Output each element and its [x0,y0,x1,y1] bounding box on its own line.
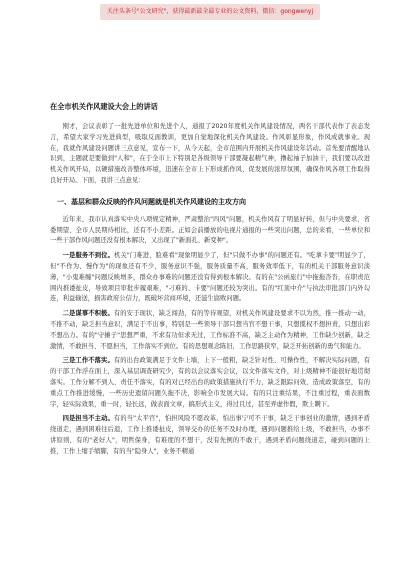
document-title: 在全市机关作风建设大会上的讲话 [50,102,158,111]
point-text: 有的出台政策满足于文件上墙，上下一般粗，缺乏针对性、可操作性，不解决实际问题，有的干部工作浮在面上，深入基层调查研究少，有的以会议落实会议，以文件落实文件，对上级精神不能很好地贯彻落实。工作分解不到人、责任不落实，有的对已经出台的政策措施执行不力，缺乏跟踪问效，造成政策落空，有的重点工作推进缓慢，一些历史遗留问题久拖不决，影响全市发展大局。有的只注重结果，不注重过程，重表面数字，轻实际效果，重一时，轻长远，做表面文章，搞形式主义，得过且过，甚至弄虚作假，欺上瞒下。 [50,357,371,408]
point-text: 机关"门难进、脸难看"现象明显少了，但"只做不办事"的问题还有。"吃拿卡要"明显少了，但"不作为、慢作为"的现象还有不少，服务意识不强，服务质量不高，服务效率低下，有的机关干部服务意识淡薄，"小鬼难缠"问题反映增多，群众办事难的问题还没有得到根本解决。有的在"公函旅行"中拖拖沓沓，在职责范围内推诿扯皮，导致项目审批步履艰难，"刁难的、卡要"问题还较为突出。有的"红顶中介"与执法审批部门内外勾连，利益输送，损害政府公信力，既破坏营商环境，还滋生腐败问题。 [50,252,371,303]
section-paragraph: 近年来，我市认真落实中央八项规定精神，严肃整治"四风"问题，机关作风有了明显好转，但与中央要求、省委期望、全市人民期待相比，还有不小差距。正如会前播放的电视片通报的一些突出问题，总的来看，一些单位和一些干部作风问题还没有根本解决，又出现了"新面孔、新变种"。 [50,215,370,245]
point-text: 有的当"太平官"，怕担风险不愿改革，怕出事宁可不干事，缺乏干事创业的激情，遇到矛盾绕道走，遇到困难往后退，工作上推诿扯皮，领导交办的任务不及时办理，遇到问题推给上级，不敢担当，办事不讲原则，有的"老好人"，明哲保身，有难度的不想干，没有先例的不敢干，遇到矛盾问题绕道走，碰到问题的上推，工作上缩手缩脚，有的当"隐身人"，业务不精通 [50,415,371,455]
section-heading: 一、基层和群众反映的作风问题就是机关作风建设的主攻方向 [57,197,246,206]
point-text: 有的安于现状，缺乏闯劲，有的等待观望，对机关作风建设要求不以为然，推一推动一动，不推不动，缺乏担当意识，满足于不出事，特别是一些领导干部只想当官不想干事，只想揽权不想担责，只想出彩不想出力。有的"守摊子"思想严重，不求有功但求无过，工作标准不高，缺乏主动作为精神，工作缺少创新，缺乏激情，不敢担当、不愿担当，工作落实不到位。有的思想观念陈旧，工作思路狭窄，缺乏开拓创新的勇气和能力。 [50,310,371,350]
point-lead: 一是服务不到位。 [62,252,115,260]
point-lead: 二是谋事不积极。 [62,310,114,318]
point-lead: 三是工作不落实。 [62,357,114,365]
point-paragraph-2 [50,309,370,352]
promo-banner: 关注头条号"公文研究"，获得最新最全最专业的公文资料，微信：gongwenyj [100,4,320,20]
intro-paragraph: 刚才，会议表彰了一批先进单位和先进个人，通报了2020年度机关作风建设情况，两名干部代表作了表态发言，希望大家学习先进典型，吸取反面教训，更加自觉地深化机关作风建设。作风彰显形象，作风成就事业。现在，我就作风建设问题讲三点意见，宣布一下，从今天起，全市范围内开展机关作风建设年活动。首先要清醒地认识到，主题就是要做到"人和"，在于全市上下特别是各级领导干部要凝起精气神，撸起袖子加油干，我们要以改进机关作风开局，以硬措施改善整体环境，迅速在全市上下形成抓作风、促发展的浓厚氛围，确保作风各项工作取得良好开局。下面，我讲三点意见： [50,123,370,184]
document-body [50,102,370,462]
point-paragraph-1 [50,251,370,305]
point-paragraph-4 [50,414,370,457]
point-lead: 四是担当不主动。 [62,415,114,423]
point-paragraph-3 [50,356,370,410]
